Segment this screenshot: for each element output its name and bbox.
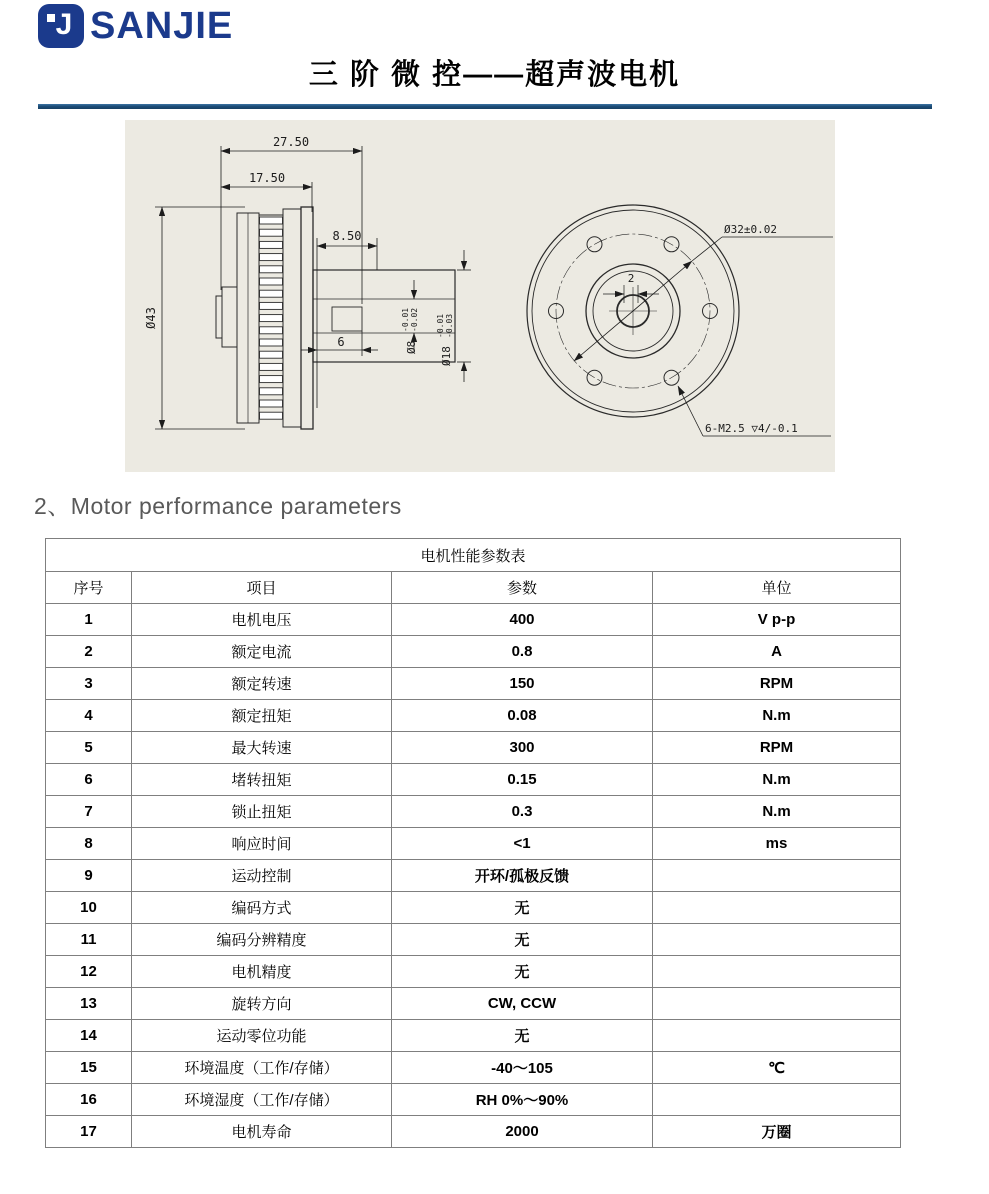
table-cell: 16 [46,1084,132,1116]
table-row [46,668,901,700]
table-row [46,956,901,988]
table-cell: 3 [46,668,132,700]
table-cell: 旋转方向 [132,988,392,1020]
table-row [46,604,901,636]
motor-technical-drawing [125,120,835,472]
table-cell [653,1084,901,1116]
table-cell: 锁止扭矩 [132,796,392,828]
table-cell: 150 [392,668,653,700]
table-cell: ms [653,828,901,860]
column-header: 序号 [46,572,132,604]
table-cell: 7 [46,796,132,828]
table-cell: 无 [392,956,653,988]
table-cell: 9 [46,860,132,892]
table-cell: 堵转扭矩 [132,764,392,796]
table-cell: RH 0%～90% [392,1084,653,1116]
table-row [46,828,901,860]
column-header: 参数 [392,572,653,604]
table-cell: RPM [653,668,901,700]
table-row [46,1020,901,1052]
table-cell [653,860,901,892]
table-row [46,636,901,668]
title-divider [38,104,932,109]
column-header: 单位 [653,572,901,604]
table-cell: N.m [653,700,901,732]
svg-text:Ø8: Ø8 [405,340,418,354]
table-cell [653,956,901,988]
table-cell: 1 [46,604,132,636]
table-cell: ℃ [653,1052,901,1084]
table-cell: -40～105 [392,1052,653,1084]
dim-label-body-length: 17.50 [248,171,286,185]
sanjie-logo-icon [38,4,84,48]
dim-label-key-width: 2 [627,272,635,285]
table-cell: 2 [46,636,132,668]
table-row [46,796,901,828]
table-row [46,1084,901,1116]
table-header-row [46,572,901,604]
dim-label-thread-holes: 6-M2.5 ▽4/-0.1 [705,422,798,435]
table-cell: N.m [653,796,901,828]
table-cell: 万圈 [653,1116,901,1148]
svg-text:Ø18: Ø18 [440,346,453,366]
table-cell: 0.3 [392,796,653,828]
table-row [46,860,901,892]
table-cell [653,1020,901,1052]
table-cell: 11 [46,924,132,956]
table-cell: 8 [46,828,132,860]
table-cell: 14 [46,1020,132,1052]
table-cell: 开环/孤极反馈 [392,860,653,892]
svg-text:-0.03: -0.03 [445,313,454,338]
table-cell: 额定转速 [132,668,392,700]
logo-dot [47,14,55,22]
section-heading: 2、Motor performance parameters [34,493,402,519]
dim-label-shaft-d18 [436,314,454,366]
table-cell: 电机精度 [132,956,392,988]
table-cell: V p-p [653,604,901,636]
table-cell: 15 [46,1052,132,1084]
table-cell: 额定扭矩 [132,700,392,732]
parameters-table-body [46,539,901,1148]
table-cell [653,988,901,1020]
table-cell: 编码分辨精度 [132,924,392,956]
table-cell: 电机寿命 [132,1116,392,1148]
dim-label-bolt-circle: Ø32±0.02 [724,223,777,236]
table-row [46,892,901,924]
table-cell: 13 [46,988,132,1020]
brand-name: SANJIE [90,5,234,47]
table-cell: 最大转速 [132,732,392,764]
table-title: 电机性能参数表 [46,539,901,572]
table-cell: 12 [46,956,132,988]
table-cell: 5 [46,732,132,764]
table-title-row [46,539,901,572]
table-cell: 0.08 [392,700,653,732]
table-cell: A [653,636,901,668]
table-cell: 电机电压 [132,604,392,636]
table-cell [653,892,901,924]
table-cell: 无 [392,892,653,924]
table-cell: 300 [392,732,653,764]
table-row [46,1052,901,1084]
motor-fins [260,217,283,419]
svg-text:-0.01: -0.01 [401,307,410,332]
table-cell: 响应时间 [132,828,392,860]
table-cell: 额定电流 [132,636,392,668]
table-row [46,924,901,956]
parameters-table [45,538,901,1148]
table-cell: 运动零位功能 [132,1020,392,1052]
table-cell: <1 [392,828,653,860]
table-row [46,764,901,796]
table-row [46,1116,901,1148]
table-cell: N.m [653,764,901,796]
svg-text:-0.02: -0.02 [410,307,419,332]
column-header: 项目 [132,572,392,604]
table-cell: 环境温度（工作/存储） [132,1052,392,1084]
table-cell: 6 [46,764,132,796]
table-row [46,700,901,732]
table-cell: 编码方式 [132,892,392,924]
table-row [46,988,901,1020]
logo-letter: J [55,8,73,41]
table-cell: 400 [392,604,653,636]
table-cell: RPM [653,732,901,764]
table-cell: 10 [46,892,132,924]
dim-label-outer-diameter: Ø43 [144,307,158,329]
front-view-dimensions [574,237,833,436]
dim-label-shaft-d8 [401,308,419,354]
table-cell: 运动控制 [132,860,392,892]
dim-label-key-length: 6 [337,335,345,349]
table-cell: 17 [46,1116,132,1148]
page-title: 三 阶 微 控——超声波电机 [308,59,681,91]
table-cell: CW, CCW [392,988,653,1020]
table-cell: 无 [392,1020,653,1052]
table-cell: 2000 [392,1116,653,1148]
svg-text:-0.01: -0.01 [436,313,445,338]
table-cell: 无 [392,924,653,956]
table-cell: 0.8 [392,636,653,668]
table-row [46,732,901,764]
table-cell [653,924,901,956]
dim-label-shaft-length: 8.50 [332,229,362,243]
table-cell: 0.15 [392,764,653,796]
dim-label-total-length: 27.50 [272,135,310,149]
sanjie-logo [38,4,233,48]
table-cell: 4 [46,700,132,732]
technical-drawing-panel [125,120,835,472]
table-cell: 环境湿度（工作/存储） [132,1084,392,1116]
